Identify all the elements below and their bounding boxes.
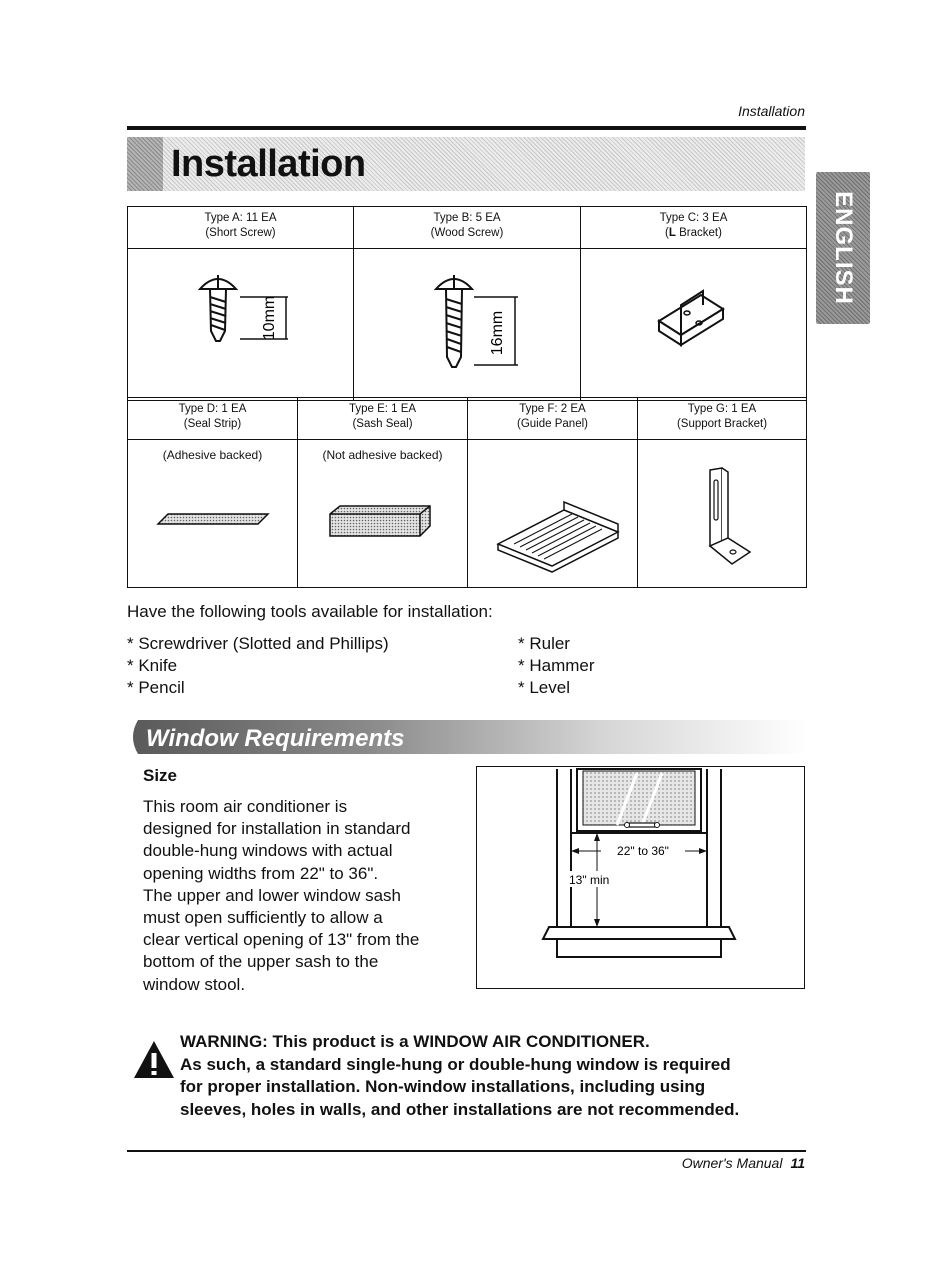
part-b-image: [354, 249, 581, 401]
window-size-figure: [476, 766, 805, 989]
l-bracket-icon: [581, 249, 807, 395]
part-b-dim: 16mm: [489, 310, 506, 356]
language-tab: [816, 172, 870, 324]
part-f-image: [468, 440, 638, 588]
guide-panel-icon: [468, 440, 638, 582]
part-c-name-bold: L: [668, 227, 676, 239]
size-line: This room air conditioner is: [143, 797, 348, 816]
size-line: designed for installation in standard: [143, 819, 411, 839]
warning-icon: [132, 1038, 176, 1082]
warning-text: [180, 1031, 800, 1121]
language-tab-label: ENGLISH: [830, 191, 857, 305]
part-a-name: (Short Screw): [205, 227, 276, 239]
warning-line: sleeves, holes in walls, and other installations are not recommended.: [180, 1099, 740, 1119]
warning-line: As such, a standard single-hung or double-hung window is required: [180, 1054, 731, 1074]
short-screw-icon: [128, 249, 354, 395]
parts-table-bottom: [127, 397, 807, 588]
window-requirements-title: Window Requirements: [146, 725, 405, 752]
part-d-type: Type D: 1 EA: [178, 403, 247, 415]
part-f-header: [468, 398, 638, 440]
part-e-note: (Not adhesive backed): [322, 448, 443, 462]
part-a-header: [128, 207, 354, 249]
part-f-type: Type F: 2 EA: [519, 403, 586, 415]
tool-item: * Level: [518, 678, 570, 697]
part-g-name: (Support Bracket): [676, 418, 768, 430]
running-head: Installation: [738, 103, 805, 119]
warning-line: WARNING: This product is a WINDOW AIR CONDITIONER.: [180, 1032, 650, 1051]
size-line: clear vertical opening of 13" from the: [143, 930, 420, 950]
size-line: must open sufficiently to allow a: [143, 908, 383, 928]
part-c-header: [581, 207, 807, 249]
tool-item: * Knife: [127, 656, 178, 675]
tool-item: * Pencil: [127, 678, 185, 697]
size-line: double-hung windows with actual: [143, 841, 393, 861]
banner-block: [127, 137, 163, 191]
page-footer: [682, 1155, 805, 1171]
tool-item: * Hammer: [518, 656, 595, 675]
size-line: opening widths from 22" to 36".: [143, 863, 379, 883]
tool-item: * Screwdriver (Slotted and Phillips): [127, 634, 389, 653]
part-e-image: [298, 440, 468, 588]
support-bracket-icon: [638, 440, 807, 582]
warning-line: for proper installation. Non-window installations, including using: [180, 1077, 706, 1096]
part-d-header: [128, 398, 298, 440]
part-e-name: (Sash Seal): [352, 418, 413, 430]
part-g-header: [638, 398, 807, 440]
part-c-name: [581, 226, 806, 241]
part-g-type: Type G: 1 EA: [687, 403, 757, 415]
size-line: bottom of the upper sash to the: [143, 952, 379, 972]
part-e-header: [298, 398, 468, 440]
section-banner: [127, 137, 805, 191]
window-diagram-icon: [477, 767, 803, 987]
window-requirements-banner: [128, 718, 808, 756]
part-a-dim: 10mm: [261, 295, 278, 341]
part-d-image: [128, 440, 298, 588]
top-rule: [127, 126, 806, 130]
part-f-name: (Guide Panel): [517, 418, 588, 430]
section-title: Installation: [171, 143, 366, 185]
size-line: window stool.: [143, 974, 246, 994]
part-b-header: [354, 207, 581, 249]
width-label: 22" to 36": [617, 844, 669, 858]
wood-screw-icon: [354, 249, 581, 395]
tool-item: * Ruler: [518, 634, 570, 653]
footer-manual: Owner's Manual: [681, 1155, 783, 1171]
part-e-type: Type E: 1 EA: [348, 403, 417, 415]
size-heading: Size: [143, 766, 178, 785]
part-c-name-rest: Bracket): [675, 227, 722, 239]
part-b-type: Type B: 5 EA: [433, 212, 501, 224]
size-description: [143, 796, 473, 996]
part-a-image: [128, 249, 354, 401]
part-b-name: (Wood Screw): [430, 227, 504, 239]
part-d-note: (Adhesive backed): [162, 448, 263, 462]
part-c-image: [581, 249, 807, 401]
height-label: 13" min: [569, 873, 610, 887]
page-number: 11: [790, 1155, 805, 1171]
seal-strip-icon: [128, 462, 298, 562]
part-g-image: [638, 440, 807, 588]
tools-intro: Have the following tools available for installation:: [127, 602, 493, 621]
part-a-type: Type A: 11 EA: [204, 212, 277, 224]
part-c-type: Type C: 3 EA: [659, 212, 728, 224]
parts-table-top: [127, 206, 807, 401]
part-d-name: (Seal Strip): [183, 418, 242, 430]
part-c-name-open: (: [665, 227, 669, 239]
size-line: The upper and lower window sash: [143, 885, 401, 905]
sash-seal-icon: [298, 462, 468, 562]
bottom-rule: [127, 1150, 806, 1152]
